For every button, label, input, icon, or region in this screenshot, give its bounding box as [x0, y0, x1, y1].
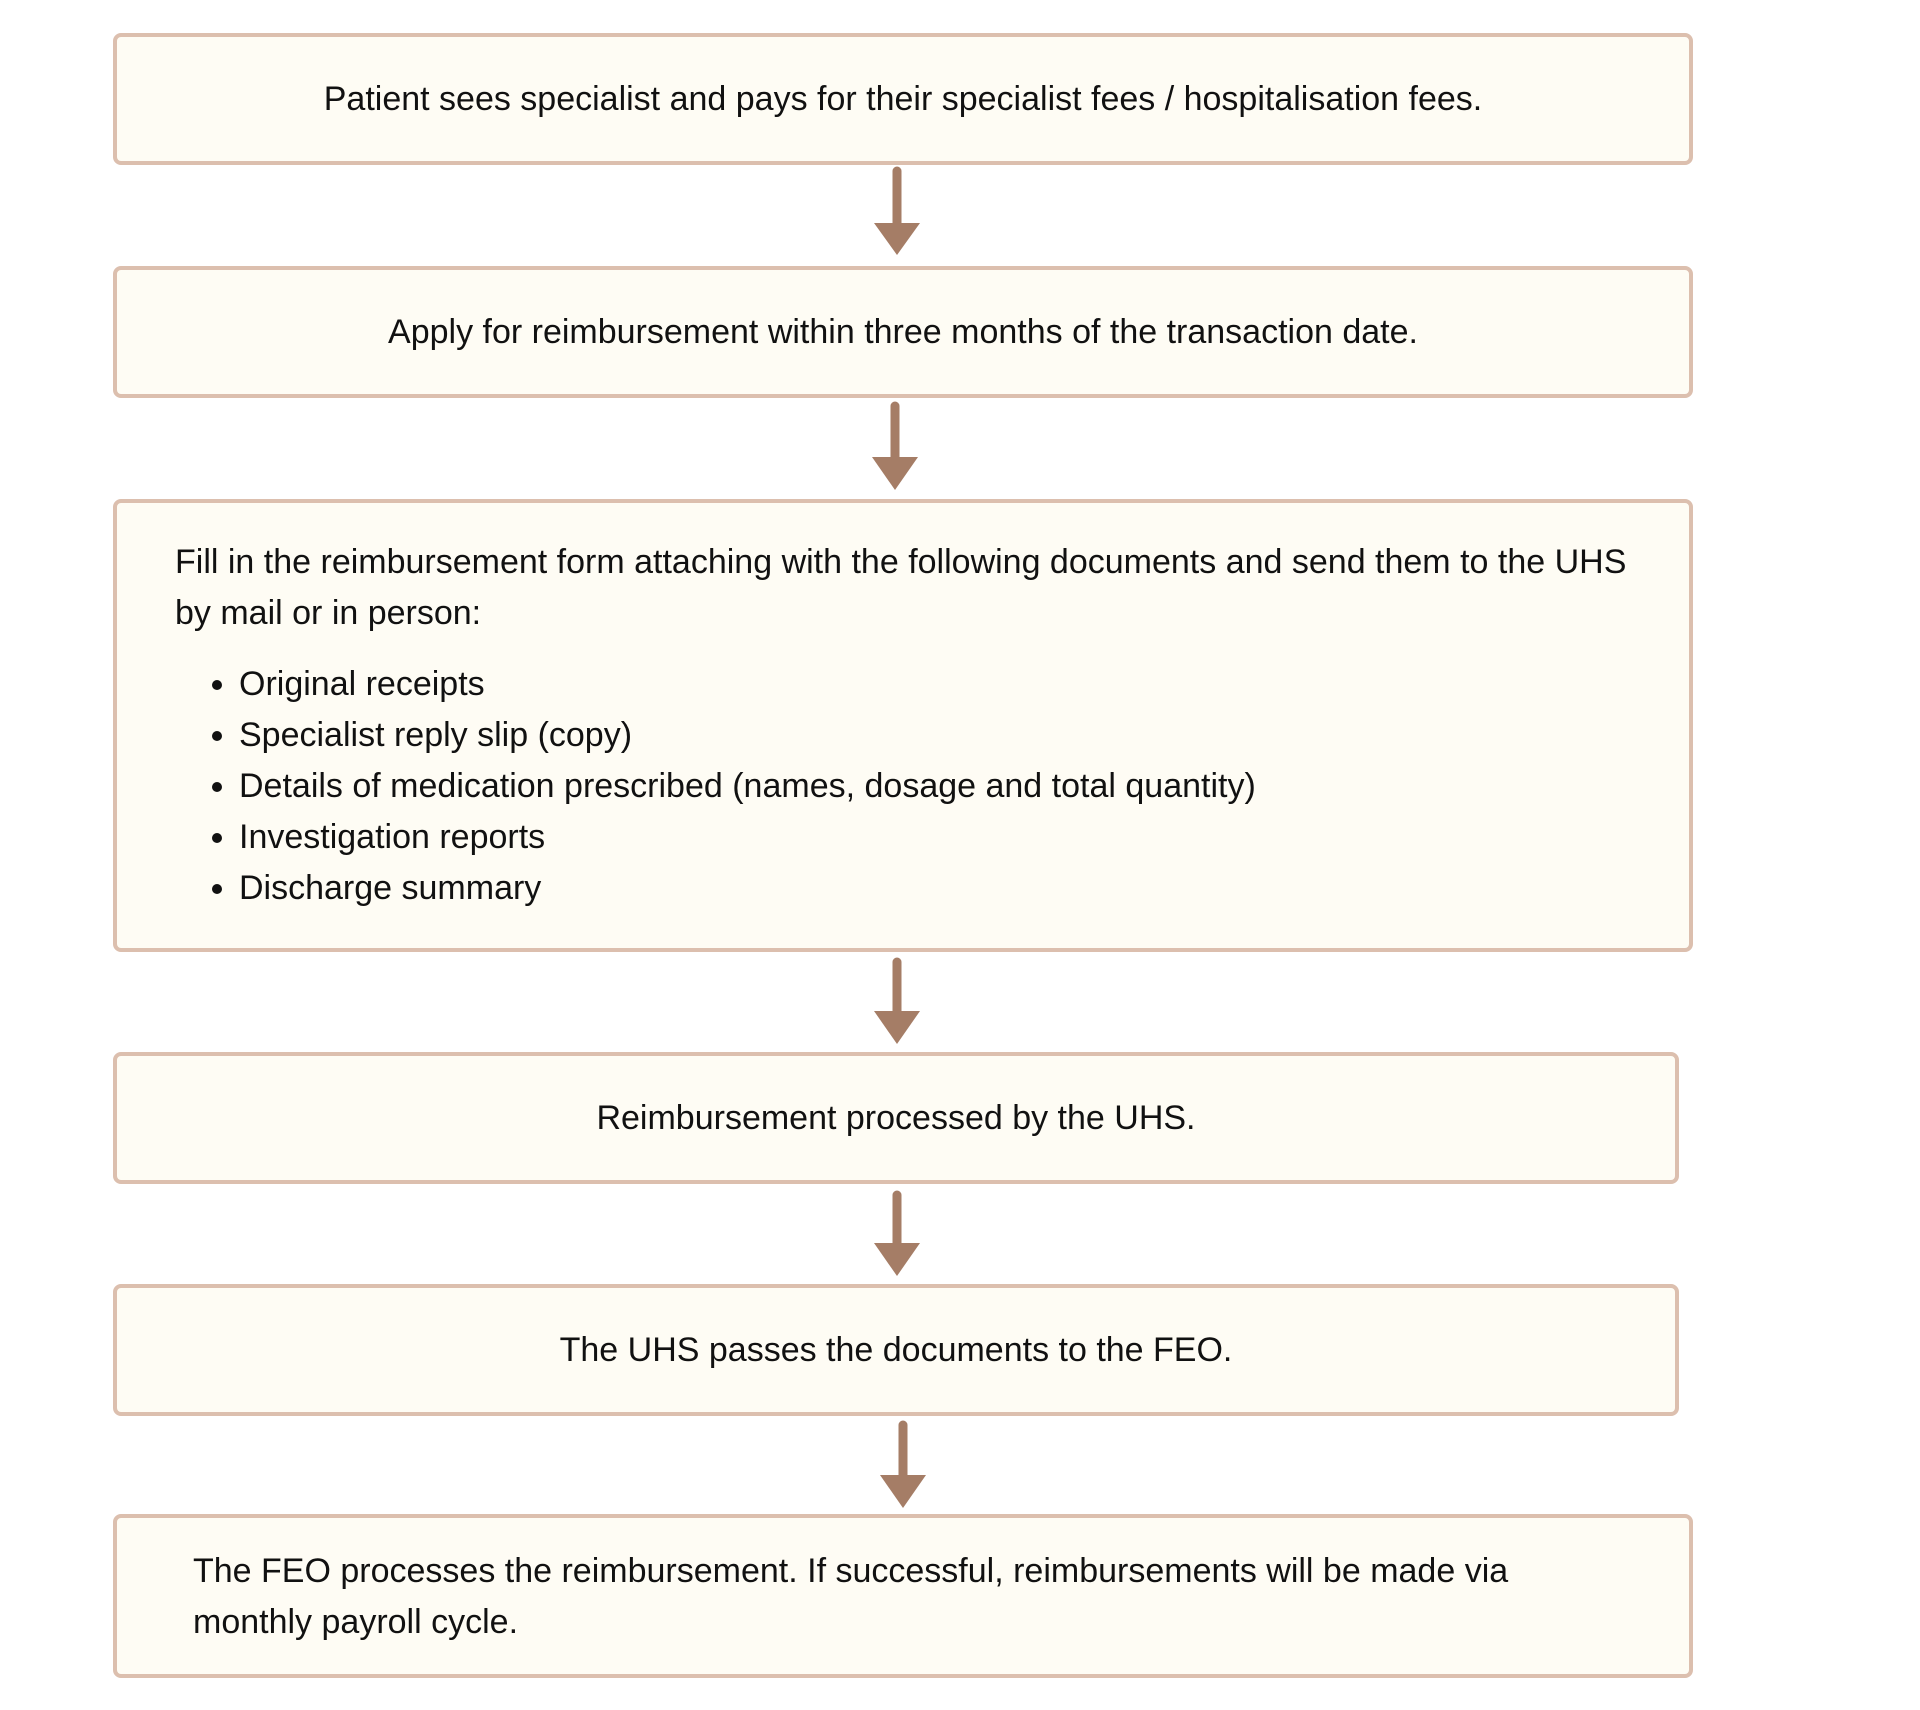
arrow-5-to-6	[880, 1425, 926, 1508]
step-6-text: The FEO processes the reimbursement. If successful, reimbursements will be made via monthly payroll cycle.	[193, 1552, 1509, 1641]
step-1-box	[113, 33, 1693, 165]
arrow-1-to-2	[874, 171, 920, 255]
document-list-item: • Investigation reports	[239, 812, 1631, 863]
step-2-text: Apply for reimbursement within three months of the transaction date.	[388, 312, 1418, 351]
document-list-item: • Specialist reply slip (copy)	[239, 710, 1631, 761]
step-1-text: Patient sees specialist and pays for their specialist fees / hospitalisation fees.	[323, 79, 1483, 118]
arrow-4-to-5	[874, 1195, 920, 1276]
step-5-text: The UHS passes the documents to the FEO.	[559, 1330, 1233, 1369]
step-4-text: Reimbursement processed by the UHS.	[596, 1098, 1196, 1137]
document-list-item: • Original receipts	[239, 659, 1631, 710]
arrow-3-to-4	[874, 962, 920, 1044]
arrow-2-to-3	[872, 406, 918, 490]
document-list-item: • Discharge summary	[239, 863, 1631, 914]
step-6-box	[113, 1514, 1693, 1678]
step-2-box	[113, 266, 1693, 398]
step-4-box	[113, 1052, 1679, 1184]
step-3-text: Fill in the reimbursement form attaching with the following documents and send them to the UHS by mail or in person:	[175, 543, 1627, 632]
document-list	[175, 659, 1631, 914]
step-5-box	[113, 1284, 1679, 1416]
step-3-box	[113, 499, 1693, 952]
document-list-item: • Details of medication prescribed (names, dosage and total quantity)	[239, 761, 1631, 812]
